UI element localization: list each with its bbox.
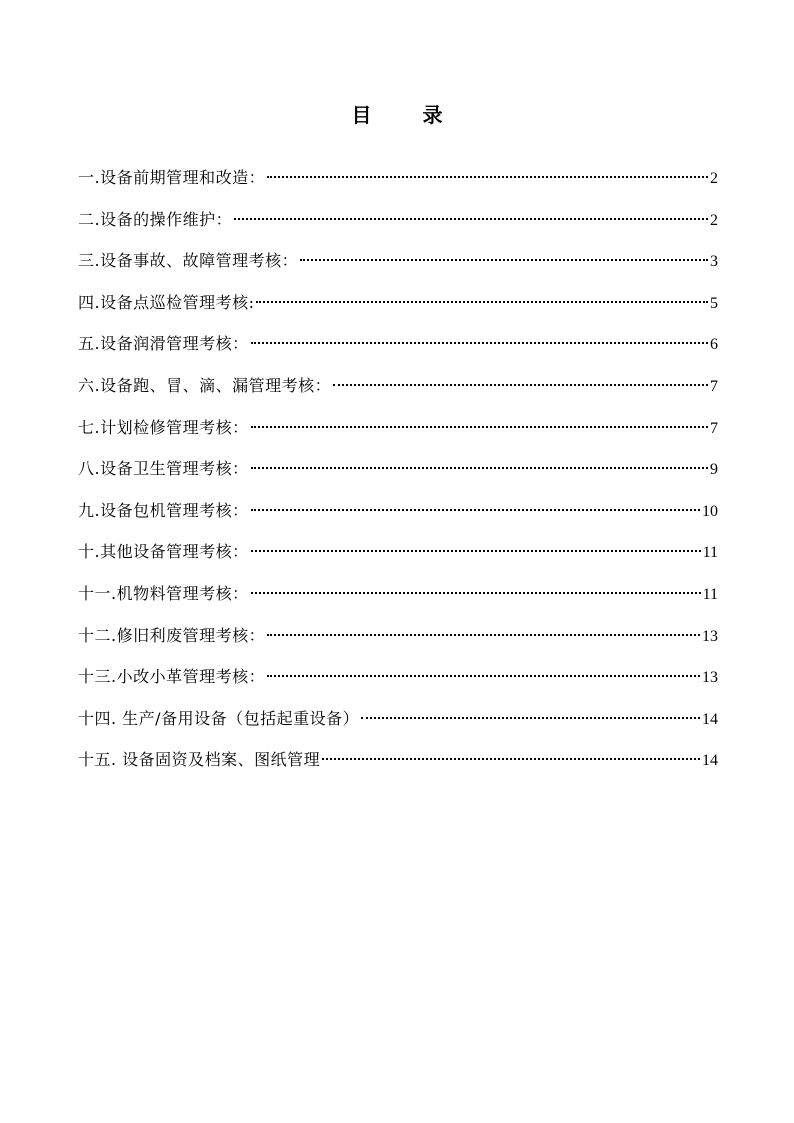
dot-leader [251, 342, 708, 344]
toc-page-number: 13 [702, 627, 718, 645]
dot-leader [234, 218, 708, 220]
toc-page-number: 2 [710, 170, 718, 187]
toc-page-number: 9 [710, 461, 718, 479]
dot-leader [256, 301, 708, 303]
toc-entry[interactable] [78, 371, 718, 413]
toc-entry[interactable] [78, 163, 718, 205]
toc-title: 目 录 [351, 103, 465, 127]
toc-entry-text: 十一.机物料管理考核： [78, 583, 249, 603]
dot-leader [267, 634, 700, 636]
toc-page-number: 2 [710, 211, 718, 229]
toc-page-number: 11 [702, 585, 718, 603]
toc-entry-text: 十二.修旧利废管理考核： [78, 625, 266, 645]
toc-entry-text: 十.其他设备管理考核： [78, 542, 249, 562]
dot-leader [251, 550, 701, 552]
dot-leader [300, 259, 708, 261]
toc-page-number: 10 [702, 502, 718, 520]
toc-entry-text: 十三.小改小革管理考核： [78, 667, 266, 687]
toc-entry[interactable] [78, 621, 718, 663]
toc-page-number: 6 [710, 336, 718, 354]
toc-entry-text: 五.设备润滑管理考核： [78, 334, 249, 354]
toc-page-number: 5 [710, 294, 718, 312]
toc-entry[interactable] [78, 579, 718, 621]
toc-entry[interactable] [78, 413, 718, 455]
toc-entry[interactable] [78, 329, 718, 371]
toc-page-number: 11 [702, 544, 718, 562]
toc-entry[interactable] [78, 205, 718, 247]
toc-page-number: 3 [710, 253, 718, 271]
toc-entry-text: 七.计划检修管理考核： [78, 417, 249, 437]
toc-entry[interactable] [78, 704, 718, 746]
toc-entry-text: 八.设备卫生管理考核： [78, 459, 249, 479]
dot-leader [267, 675, 700, 677]
toc-entry-text: 三.设备事故、故障管理考核： [78, 251, 299, 271]
toc-entry[interactable] [78, 246, 718, 288]
toc-entry[interactable] [78, 288, 718, 330]
toc-page-number: 7 [710, 377, 718, 395]
toc-page-number: 14 [702, 710, 718, 728]
toc-page-number: 7 [710, 419, 718, 437]
toc-entry-text: 六.设备跑、冒、滴、漏管理考核： [78, 375, 332, 395]
dot-leader [251, 426, 708, 428]
toc-entry[interactable] [78, 537, 718, 579]
toc-page-number: 14 [702, 752, 718, 770]
dot-leader [251, 592, 701, 594]
dot-leader [361, 717, 700, 719]
toc-entry-text: 二.设备的操作维护： [78, 209, 233, 229]
dot-leader [267, 176, 708, 178]
toc-entry[interactable] [78, 496, 718, 538]
toc-entry[interactable] [78, 662, 718, 704]
toc-list [78, 163, 718, 787]
toc-entry-text: 十四. 生产/备用设备（包括起重设备） [78, 708, 360, 728]
toc-entry[interactable] [78, 745, 718, 787]
dot-leader [322, 758, 700, 760]
toc-entry-text: 九.设备包机管理考核： [78, 500, 249, 520]
toc-entry-text: 十五. 设备固资及档案、图纸管理 [78, 750, 321, 770]
dot-leader [251, 467, 708, 469]
toc-entry[interactable] [78, 454, 718, 496]
toc-entry-text: 四.设备点巡检管理考核: [78, 292, 255, 312]
toc-entry-text: 一.设备前期管理和改造： [78, 168, 266, 187]
dot-leader [251, 509, 700, 511]
dot-leader [333, 384, 708, 386]
toc-page-number: 13 [702, 669, 718, 687]
